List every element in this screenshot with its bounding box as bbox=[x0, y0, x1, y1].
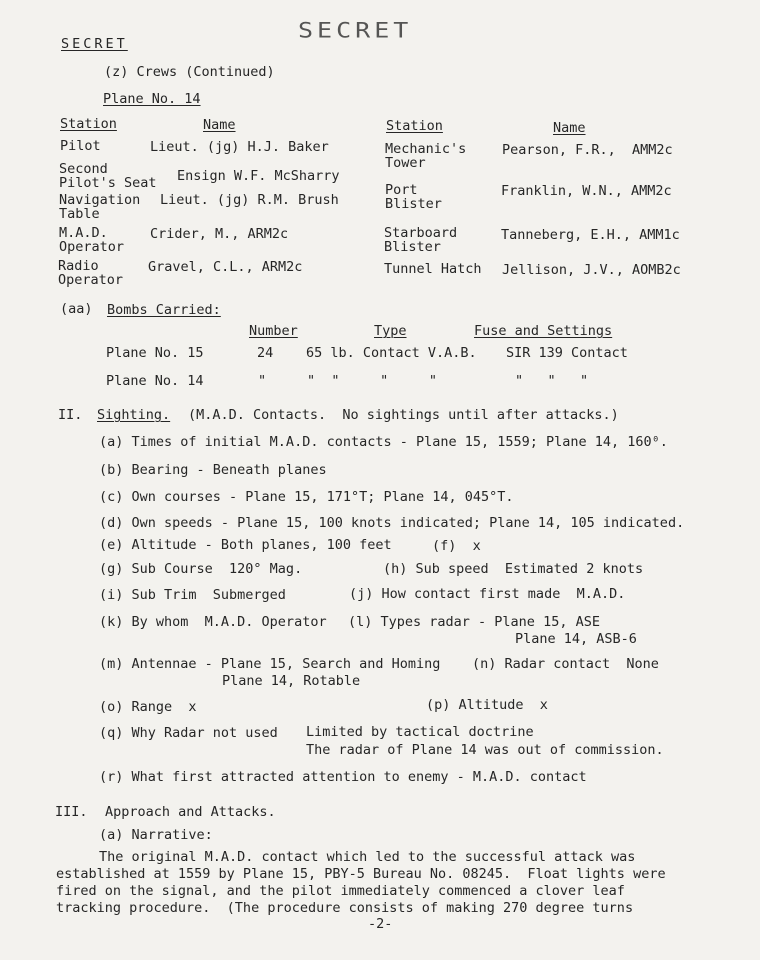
crew-name: Franklin, W.N., AMM2c bbox=[501, 183, 672, 199]
station-column-header: Station bbox=[60, 116, 117, 132]
crew-station: Mechanic's Tower bbox=[385, 141, 467, 171]
crew-station: Port Blister bbox=[385, 182, 442, 212]
sighting-item-g: (g) Sub Course 120° Mag. bbox=[99, 561, 303, 577]
sighting-item-q-answer-cont: The radar of Plane 14 was out of commission. bbox=[306, 742, 664, 758]
bombs-row-type: " " " " bbox=[307, 373, 438, 389]
secret-stamp: SECRET bbox=[298, 18, 413, 43]
sighting-item-i: (i) Sub Trim Submerged bbox=[99, 587, 286, 603]
bombs-row-fuse: " " " bbox=[515, 373, 589, 389]
station-column-header-right: Station bbox=[386, 118, 443, 134]
bombs-row-plane: Plane No. 15 bbox=[106, 345, 204, 361]
sighting-item-c: (c) Own courses - Plane 15, 171°T; Plane 14, 045°T. bbox=[99, 489, 514, 505]
sighting-heading: Sighting. bbox=[97, 407, 171, 423]
bombs-type-header: Type bbox=[374, 323, 407, 339]
crews-heading: (z) Crews (Continued) bbox=[104, 64, 275, 80]
crew-station: Navigation Table bbox=[59, 192, 141, 222]
crew-station: Second Pilot's Seat bbox=[59, 161, 157, 191]
sighting-item-a: (a) Times of initial M.A.D. contacts - Plane 15, 1559; Plane 14, 160⁰. bbox=[99, 434, 668, 450]
sighting-item-h: (h) Sub speed Estimated 2 knots bbox=[383, 561, 644, 577]
crew-name: Lieut. (jg) H.J. Baker bbox=[150, 139, 329, 155]
sighting-item-j: (j) How contact first made M.A.D. bbox=[349, 586, 626, 602]
sighting-item-e: (e) Altitude - Both planes, 100 feet bbox=[99, 537, 392, 553]
crew-station: Radio Operator bbox=[58, 258, 124, 288]
crew-name: Tanneberg, E.H., AMM1c bbox=[501, 227, 680, 243]
sighting-note: (M.A.D. Contacts. No sightings until after attacks.) bbox=[188, 407, 619, 423]
sighting-item-n: (n) Radar contact None bbox=[472, 656, 659, 672]
sighting-item-l: (l) Types radar - Plane 15, ASE bbox=[348, 614, 600, 630]
narrative-line: The original M.A.D. contact which led to the successful attack was bbox=[99, 849, 636, 865]
crew-name: Pearson, F.R., AMM2c bbox=[502, 142, 673, 158]
sighting-item-o: (o) Range x bbox=[99, 699, 197, 715]
bombs-row-plane: Plane No. 14 bbox=[106, 373, 204, 389]
crew-station: Pilot bbox=[60, 138, 101, 154]
narrative-line: fired on the signal, and the pilot immediately commenced a clover leaf bbox=[56, 883, 625, 899]
name-column-header-right: Name bbox=[553, 120, 586, 136]
bombs-row-number: 24 bbox=[257, 345, 274, 361]
approach-heading: Approach and Attacks. bbox=[105, 804, 276, 820]
crew-name: Jellison, J.V., AOMB2c bbox=[502, 262, 681, 278]
sighting-item-l-cont: Plane 14, ASB-6 bbox=[515, 631, 637, 647]
bombs-row-type: 65 lb. Contact V.A.B. bbox=[306, 345, 477, 361]
bombs-heading: Bombs Carried: bbox=[107, 302, 221, 318]
sighting-item-f: (f) x bbox=[432, 538, 481, 554]
sighting-item-q: (q) Why Radar not used bbox=[99, 725, 278, 741]
sighting-item-m-cont: Plane 14, Rotable bbox=[222, 673, 361, 689]
approach-sub-a: (a) Narrative: bbox=[99, 827, 213, 843]
crew-station: M.A.D. Operator bbox=[59, 225, 125, 255]
section-ii-numeral: II. bbox=[58, 407, 83, 423]
bombs-label: (aa) bbox=[60, 301, 93, 317]
crew-station: Tunnel Hatch bbox=[384, 261, 482, 277]
bombs-row-number: " bbox=[258, 373, 267, 389]
sighting-item-b: (b) Bearing - Beneath planes bbox=[99, 462, 327, 478]
name-column-header: Name bbox=[203, 117, 236, 133]
page-number: -2- bbox=[368, 916, 393, 932]
classification-header: SECRET bbox=[61, 36, 128, 52]
crew-name: Ensign W.F. McSharry bbox=[177, 168, 340, 184]
section-iii-numeral: III. bbox=[55, 804, 88, 820]
bombs-row-fuse: SIR 139 Contact bbox=[506, 345, 628, 361]
crew-station: Starboard Blister bbox=[384, 225, 458, 255]
narrative-line: tracking procedure. (The procedure consists of making 270 degree turns bbox=[56, 900, 634, 916]
sighting-item-d: (d) Own speeds - Plane 15, 100 knots indicated; Plane 14, 105 indicated. bbox=[99, 515, 685, 531]
crew-name: Lieut. (jg) R.M. Brush bbox=[160, 192, 339, 208]
plane-14-label: Plane No. 14 bbox=[103, 91, 201, 107]
narrative-line: established at 1559 by Plane 15, PBY-5 Bureau No. 08245. Float lights were bbox=[56, 866, 666, 882]
sighting-item-q-answer: Limited by tactical doctrine bbox=[306, 724, 534, 740]
crew-name: Crider, M., ARM2c bbox=[150, 226, 289, 242]
crew-name: Gravel, C.L., ARM2c bbox=[148, 259, 303, 275]
sighting-item-r: (r) What first attracted attention to enemy - M.A.D. contact bbox=[99, 769, 587, 785]
bombs-number-header: Number bbox=[249, 323, 298, 339]
sighting-item-k: (k) By whom M.A.D. Operator bbox=[99, 614, 327, 630]
sighting-item-m: (m) Antennae - Plane 15, Search and Homing bbox=[99, 656, 441, 672]
bombs-fuse-header: Fuse and Settings bbox=[474, 323, 613, 339]
sighting-item-p: (p) Altitude x bbox=[426, 697, 548, 713]
